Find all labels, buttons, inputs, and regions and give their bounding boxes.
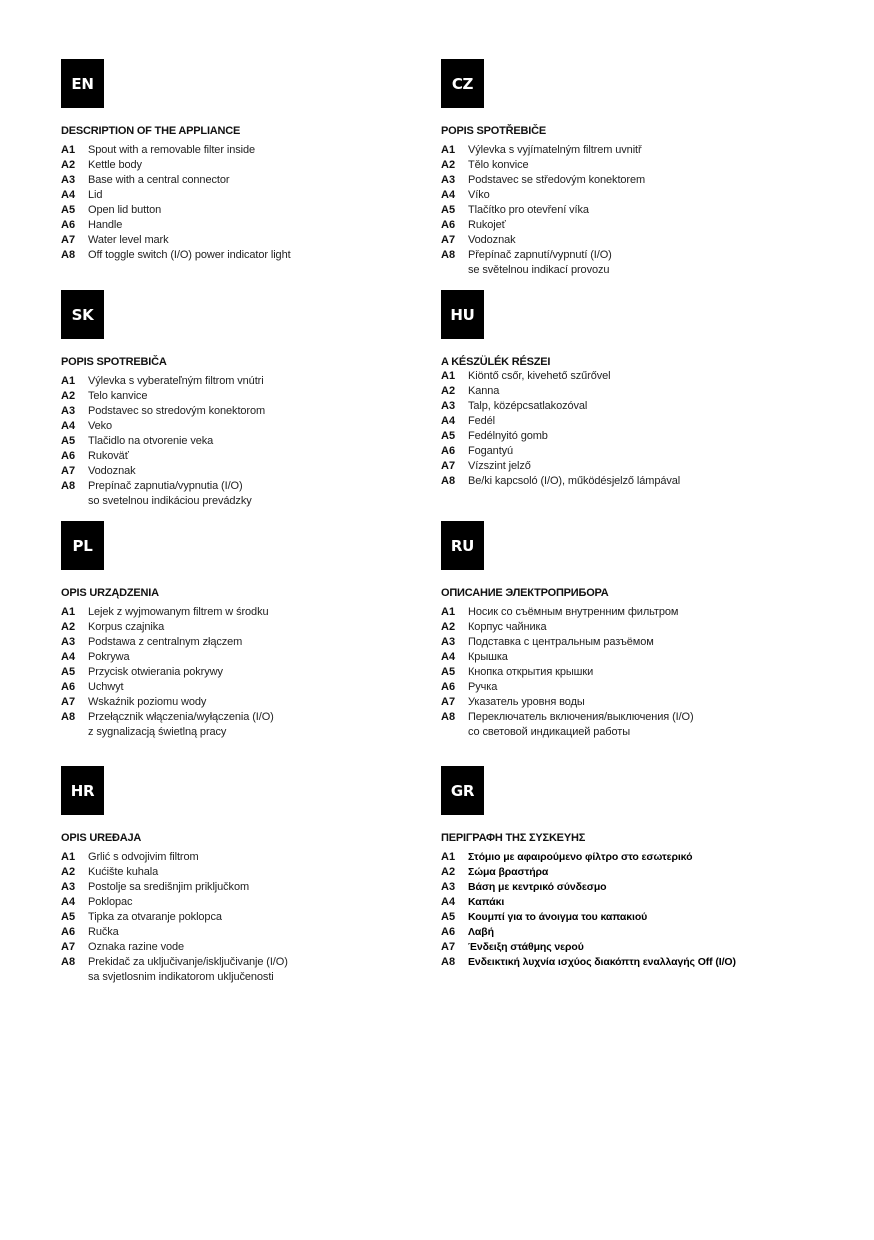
- item-text: Open lid button: [88, 204, 162, 216]
- item-code: A5: [61, 911, 76, 923]
- item-text: Fogantyú: [468, 445, 514, 457]
- item-text: Tipka za otvaranje poklopca: [88, 911, 222, 923]
- item-text: Ручка: [468, 681, 498, 693]
- item-text: Prekidač za uključivanje/isključivanje (I/O): [88, 956, 288, 968]
- item-text: Výlevka s vyberateľným filtrom vnútri: [88, 375, 264, 387]
- item-code: A8: [61, 711, 76, 723]
- parts-list: [441, 143, 645, 278]
- item-code: A2: [61, 621, 76, 633]
- item-code: A5: [441, 666, 456, 678]
- list-item: [61, 620, 274, 635]
- item-code: A7: [441, 460, 456, 472]
- item-text: Pokrywa: [88, 651, 130, 663]
- list-item: [441, 895, 736, 910]
- item-text: Vízszint jelző: [468, 460, 531, 472]
- item-text: Grlić s odvojivim filtrom: [88, 851, 199, 863]
- section-pl: [61, 521, 441, 738]
- list-item: [61, 173, 291, 188]
- list-item: [61, 605, 274, 620]
- item-code: A3: [61, 174, 76, 186]
- section-title: POPIS SPOTREBIČA: [61, 356, 167, 368]
- list-item: [61, 880, 288, 895]
- item-text: Βάση με κεντρικό σύνδεσμο: [468, 881, 607, 893]
- list-item: [61, 188, 291, 203]
- item-code: A7: [61, 941, 76, 953]
- item-code: A1: [61, 606, 76, 618]
- item-text: Корпус чайника: [468, 621, 547, 633]
- item-code: A2: [61, 866, 76, 878]
- item-text: Be/ki kapcsoló (I/O), működésjelző lámpával: [468, 475, 681, 487]
- list-item: [441, 710, 694, 725]
- list-item: [441, 940, 736, 955]
- list-item: [441, 635, 694, 650]
- item-code: A2: [61, 390, 76, 402]
- item-code: A2: [441, 159, 456, 171]
- section-ru: [441, 521, 821, 738]
- item-text: Water level mark: [88, 234, 169, 246]
- item-text: Vodoznak: [88, 465, 136, 477]
- item-text: Telo kanvice: [88, 390, 148, 402]
- item-code: A5: [441, 204, 456, 216]
- item-text: Rukoväť: [88, 450, 129, 462]
- item-code: A1: [61, 851, 76, 863]
- section-title: A KÉSZÜLÉK RÉSZEI: [441, 356, 551, 368]
- parts-list: [441, 605, 694, 740]
- item-code: A2: [61, 159, 76, 171]
- item-text: Tělo konvice: [468, 159, 529, 171]
- item-text: Korpus czajnika: [88, 621, 165, 633]
- item-text: Podstawa z centralnym złączem: [88, 636, 243, 648]
- language-badge: GR: [441, 766, 484, 815]
- list-item: [441, 620, 694, 635]
- item-code: A6: [61, 926, 76, 938]
- list-item-continuation: [441, 263, 645, 278]
- list-item: [441, 474, 680, 489]
- item-text-continuation: sa svjetlosnim indikatorom uključenosti: [88, 971, 274, 983]
- item-code: A4: [61, 189, 76, 201]
- section-hu: [441, 290, 821, 487]
- item-text: Off toggle switch (I/O) power indicator light: [88, 249, 291, 261]
- item-code: A4: [61, 420, 76, 432]
- parts-list: [61, 850, 288, 985]
- item-code: A3: [61, 636, 76, 648]
- item-code: A8: [61, 249, 76, 261]
- list-item: [61, 635, 274, 650]
- list-item: [61, 665, 274, 680]
- list-item-continuation: [61, 494, 265, 509]
- list-item: [61, 710, 274, 725]
- section-title: OPIS UREĐAJA: [61, 832, 142, 844]
- list-item: [61, 143, 291, 158]
- item-text: Poklopac: [88, 896, 133, 908]
- item-text: Víko: [468, 189, 490, 201]
- item-code: A4: [61, 896, 76, 908]
- list-item: [441, 955, 736, 970]
- item-code: A3: [441, 636, 456, 648]
- list-item: [61, 865, 288, 880]
- item-text: Lejek z wyjmowanym filtrem w środku: [88, 606, 269, 618]
- list-item: [441, 925, 736, 940]
- item-code: A6: [61, 219, 76, 231]
- item-text: Fedél: [468, 415, 496, 427]
- item-text: Καπάκι: [468, 896, 505, 908]
- section-sk: [61, 290, 441, 507]
- list-item: [61, 650, 274, 665]
- item-text: Przycisk otwierania pokrywy: [88, 666, 223, 678]
- section-title: ОПИСАНИЕ ЭЛЕКТРОПРИБОРА: [441, 587, 609, 599]
- language-badge: CZ: [441, 59, 484, 108]
- list-item: [441, 188, 645, 203]
- item-code: A1: [61, 144, 76, 156]
- list-item: [441, 444, 680, 459]
- list-item: [61, 404, 265, 419]
- list-item: [61, 680, 274, 695]
- section-title: DESCRIPTION OF THE APPLIANCE: [61, 125, 241, 137]
- list-item: [441, 158, 645, 173]
- list-item: [61, 218, 291, 233]
- list-item: [441, 910, 736, 925]
- item-text: Podstavec so stredovým konektorom: [88, 405, 266, 417]
- item-code: A7: [61, 465, 76, 477]
- list-item: [441, 384, 680, 399]
- language-badge: SK: [61, 290, 104, 339]
- list-item: [61, 850, 288, 865]
- list-item: [441, 880, 736, 895]
- item-code: A8: [61, 956, 76, 968]
- item-text: Ενδεικτική λυχνία ισχύος διακόπτη εναλλαγής Off (I/O): [468, 956, 736, 968]
- item-code: A6: [441, 681, 456, 693]
- item-code: A7: [441, 234, 456, 246]
- list-item: [441, 173, 645, 188]
- item-text: Подставка с центральным разъёмом: [468, 636, 654, 648]
- item-text: Oznaka razine vode: [88, 941, 185, 953]
- list-item: [61, 374, 265, 389]
- item-text: Talp, középcsatlakozóval: [468, 400, 588, 412]
- list-item: [441, 414, 680, 429]
- parts-list: [61, 605, 274, 740]
- item-code: A7: [61, 234, 76, 246]
- list-item: [61, 895, 288, 910]
- item-text: Uchwyt: [88, 681, 124, 693]
- item-code: A4: [441, 189, 456, 201]
- item-text: Указатель уровня воды: [468, 696, 585, 708]
- item-text: Postolje sa središnjim priključkom: [88, 881, 250, 893]
- item-code: A4: [441, 896, 456, 908]
- list-item-continuation: [61, 725, 274, 740]
- item-code: A6: [441, 926, 456, 938]
- item-code: A8: [441, 475, 456, 487]
- item-text-continuation: se světelnou indikací provozu: [468, 264, 610, 276]
- list-item: [61, 419, 265, 434]
- item-text: Крышка: [468, 651, 508, 663]
- list-item: [61, 955, 288, 970]
- item-code: A8: [441, 956, 456, 968]
- item-code: A3: [61, 405, 76, 417]
- item-code: A8: [61, 480, 76, 492]
- list-item: [61, 464, 265, 479]
- section-cz: [441, 59, 821, 276]
- list-item: [441, 233, 645, 248]
- list-item: [61, 479, 265, 494]
- item-code: A1: [441, 606, 456, 618]
- item-text: Кнопка открытия крышки: [468, 666, 594, 678]
- list-item: [61, 925, 288, 940]
- list-item: [441, 865, 736, 880]
- language-badge: RU: [441, 521, 484, 570]
- item-text: Podstavec se středovým konektorem: [468, 174, 646, 186]
- item-text: Vodoznak: [468, 234, 516, 246]
- section-hr: [61, 766, 441, 983]
- list-item: [441, 680, 694, 695]
- item-code: A3: [441, 881, 456, 893]
- list-item: [441, 695, 694, 710]
- item-code: A2: [441, 621, 456, 633]
- list-item: [61, 434, 265, 449]
- item-text: Base with a central connector: [88, 174, 230, 186]
- item-code: A2: [441, 866, 456, 878]
- list-item-continuation: [61, 970, 288, 985]
- item-code: A4: [441, 651, 456, 663]
- item-code: A6: [61, 450, 76, 462]
- item-code: A3: [61, 881, 76, 893]
- list-item: [61, 389, 265, 404]
- language-badge: HR: [61, 766, 104, 815]
- item-text: Kućište kuhala: [88, 866, 159, 878]
- item-code: A7: [441, 941, 456, 953]
- item-text: Tlačítko pro otevření víka: [468, 204, 589, 216]
- item-code: A8: [441, 249, 456, 261]
- list-item: [441, 605, 694, 620]
- list-item: [441, 399, 680, 414]
- item-text: Носик со съёмным внутренним фильтром: [468, 606, 679, 618]
- parts-list: [441, 850, 736, 970]
- list-item: [441, 248, 645, 263]
- item-text: Przełącznik włączenia/wyłączenia (I/O): [88, 711, 274, 723]
- list-item: [61, 695, 274, 710]
- item-text: Lid: [88, 189, 103, 201]
- item-text-continuation: so svetelnou indikáciou prevádzky: [88, 495, 252, 507]
- item-code: A1: [441, 370, 456, 382]
- section-title: POPIS SPOTŘEBIČE: [441, 125, 546, 137]
- item-code: A6: [441, 445, 456, 457]
- list-item: [61, 233, 291, 248]
- language-badge: HU: [441, 290, 484, 339]
- item-code: A6: [441, 219, 456, 231]
- item-text: Výlevka s vyjímatelným filtrem uvnitř: [468, 144, 642, 156]
- list-item: [61, 910, 288, 925]
- language-badge: EN: [61, 59, 104, 108]
- item-code: A2: [441, 385, 456, 397]
- item-text: Handle: [88, 219, 123, 231]
- item-text: Veko: [88, 420, 113, 432]
- item-text: Κουμπί για το άνοιγμα του καπακιού: [468, 911, 648, 923]
- list-item: [61, 940, 288, 955]
- item-code: A5: [61, 435, 76, 447]
- list-item: [441, 429, 680, 444]
- section-title: ΠΕΡΙΓΡΑΦΗ ΤΗΣ ΣΥΣΚΕΥΗΣ: [441, 832, 586, 844]
- list-item: [441, 850, 736, 865]
- parts-list: [61, 374, 265, 509]
- item-text: Σώμα βραστήρα: [468, 866, 549, 878]
- item-text: Kanna: [468, 385, 500, 397]
- item-code: A4: [441, 415, 456, 427]
- item-code: A4: [61, 651, 76, 663]
- item-text: Rukojeť: [468, 219, 506, 231]
- item-text: Ručka: [88, 926, 119, 938]
- list-item: [441, 218, 645, 233]
- list-item: [441, 203, 645, 218]
- list-item: [441, 459, 680, 474]
- item-text: Переключатель включения/выключения (I/O): [468, 711, 694, 723]
- item-code: A7: [61, 696, 76, 708]
- item-code: A1: [441, 144, 456, 156]
- item-text-continuation: z sygnalizacją świetlną pracy: [88, 726, 227, 738]
- item-code: A8: [441, 711, 456, 723]
- item-code: A5: [61, 666, 76, 678]
- list-item: [441, 650, 694, 665]
- section-gr: [441, 766, 821, 968]
- item-code: A7: [441, 696, 456, 708]
- item-code: A5: [441, 430, 456, 442]
- parts-list: [441, 369, 680, 489]
- list-item: [61, 158, 291, 173]
- item-text: Fedélnyitó gomb: [468, 430, 548, 442]
- item-code: A5: [61, 204, 76, 216]
- list-item-continuation: [441, 725, 694, 740]
- list-item: [61, 248, 291, 263]
- parts-list: [61, 143, 291, 263]
- item-text: Ένδειξη στάθμης νερού: [468, 941, 584, 953]
- item-code: A6: [61, 681, 76, 693]
- item-text-continuation: со световой индикацией работы: [468, 726, 631, 738]
- item-text: Λαβή: [468, 926, 494, 938]
- item-text: Spout with a removable filter inside: [88, 144, 255, 156]
- item-text: Wskaźnik poziomu wody: [88, 696, 207, 708]
- list-item: [441, 369, 680, 384]
- item-code: A1: [441, 851, 456, 863]
- item-code: A1: [61, 375, 76, 387]
- item-text: Prepínač zapnutia/vypnutia (I/O): [88, 480, 243, 492]
- list-item: [441, 143, 645, 158]
- item-text: Kiöntő csőr, kivehető szűrővel: [468, 370, 611, 382]
- item-text: Στόμιο με αφαιρούμενο φίλτρο στο εσωτερικό: [468, 851, 693, 863]
- list-item: [441, 665, 694, 680]
- language-badge: PL: [61, 521, 104, 570]
- section-en: [61, 59, 441, 261]
- list-item: [61, 203, 291, 218]
- item-text: Kettle body: [88, 159, 142, 171]
- item-code: A5: [441, 911, 456, 923]
- item-code: A3: [441, 174, 456, 186]
- section-title: OPIS URZĄDZENIA: [61, 587, 159, 599]
- item-code: A3: [441, 400, 456, 412]
- item-text: Tlačidlo na otvorenie veka: [88, 435, 214, 447]
- item-text: Přepínač zapnutí/vypnutí (I/O): [468, 249, 612, 261]
- list-item: [61, 449, 265, 464]
